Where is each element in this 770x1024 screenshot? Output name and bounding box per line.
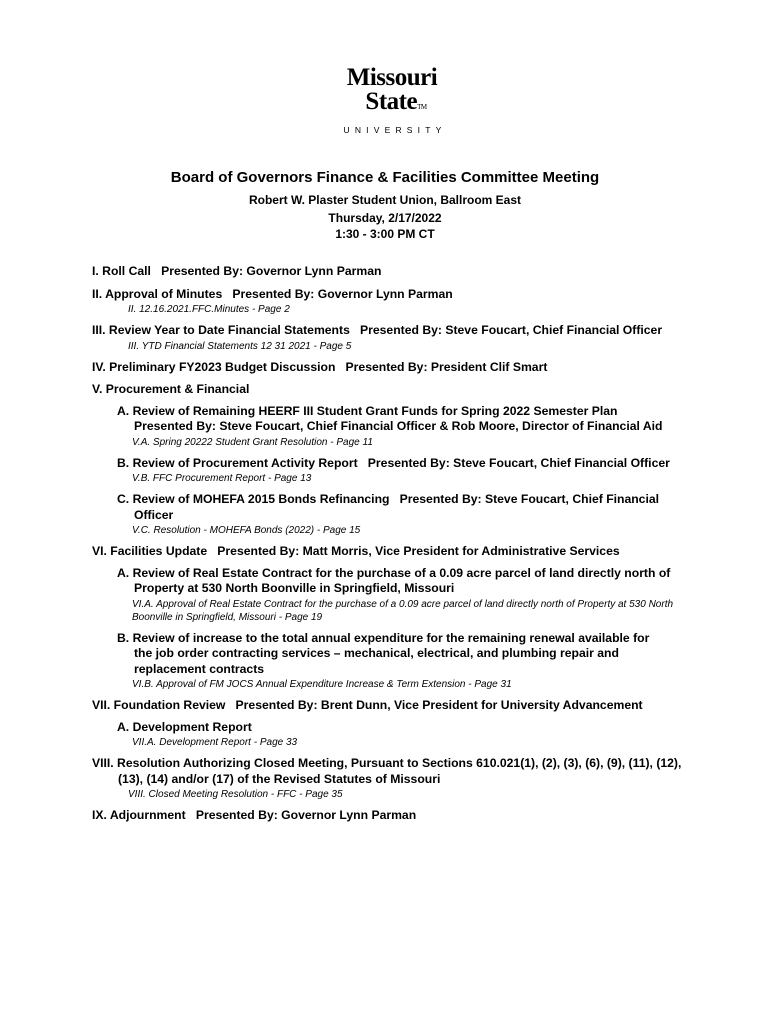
agenda-subitem-procurement-report: B. Review of Procurement Activity Report Presented By: Steve Foucart, Chief Financial Officer xyxy=(117,455,670,470)
logo-missouri: Missouri xyxy=(346,64,438,91)
agenda-item-adjournment: IX. Adjournment Presented By: Governor Lynn Parman xyxy=(92,808,417,822)
agenda xyxy=(92,264,712,824)
closed-meeting-line2: (13), (14) and/or (17) of the Revised Statutes of Missouri xyxy=(118,771,441,786)
real-estate-line1: A. Review of Real Estate Contract for the purchase of a 0.09 acre parcel of land directly north of xyxy=(117,565,671,580)
jocs-line2: the job order contracting services – mechanical, electrical, and plumbing repair and xyxy=(134,646,619,660)
agenda-subitem-jocs xyxy=(117,631,712,678)
mohefa-line1: C. Review of MOHEFA 2015 Bonds Refinancing Presented By: Steve Foucart, Chief Financial xyxy=(117,492,660,506)
heerf-line1: A. Review of Remaining HEERF III Student Grant Funds for Spring 2022 Semester Plan xyxy=(117,403,618,418)
jocs-line3: replacement contracts xyxy=(134,661,265,676)
meeting-date: Thursday, 2/17/2022 xyxy=(328,211,442,225)
jocs-line1: B. Review of increase to the total annual expenditure for the remaining renewal available for xyxy=(117,630,650,645)
agenda-item-financial-statements: III. Review Year to Date Financial Statements Presented By: Steve Foucart, Chief Financial Officer xyxy=(92,323,663,337)
attachment-closed-meeting[interactable]: VIII. Closed Meeting Resolution - FFC - Page 35 xyxy=(128,789,343,800)
meeting-title: Board of Governors Finance & Facilities Committee Meeting xyxy=(170,169,600,186)
attachment-minutes[interactable]: II. 12.16.2021.FFC.Minutes - Page 2 xyxy=(128,304,290,315)
attachment-ytd-statements[interactable]: III. YTD Financial Statements 12 31 2021 - Page 5 xyxy=(128,340,352,352)
attachment-grant-resolution[interactable]: V.A. Spring 20222 Student Grant Resolution - Page 11 xyxy=(132,436,373,448)
agenda-item-foundation: VII. Foundation Review Presented By: Brent Dunn, Vice President for University Advancement xyxy=(92,698,643,712)
logo-state xyxy=(22,90,770,119)
attachment-procurement-report[interactable]: V.B. FFC Procurement Report - Page 13 xyxy=(132,473,312,484)
attachment-real-estate[interactable] xyxy=(132,598,712,624)
agenda-subitem-heerf xyxy=(117,404,712,435)
agenda-item-roll-call: I. Roll Call Presented By: Governor Lynn Parman xyxy=(92,264,382,278)
logo-trademark: TM xyxy=(417,103,427,111)
logo-state-text: State xyxy=(365,88,418,115)
agenda-subitem-development: A. Development Report xyxy=(117,719,252,734)
attachment-mohefa-resolution[interactable]: V.C. Resolution - MOHEFA Bonds (2022) - Page 15 xyxy=(132,525,361,536)
mohefa-line2: Officer xyxy=(134,507,174,522)
agenda-item-procurement: V. Procurement & Financial xyxy=(92,382,250,396)
heerf-line2: Presented By: Steve Foucart, Chief Financial Officer & Rob Moore, Director of Financial Aid xyxy=(134,419,663,433)
real-estate-att-line2: Boonville in Springfield, Missouri - Page 19 xyxy=(132,611,323,623)
agenda-subitem-real-estate xyxy=(117,566,712,597)
meeting-header xyxy=(0,168,770,242)
agenda-subitem-mohefa xyxy=(117,492,712,523)
real-estate-att-line1: VI.A. Approval of Real Estate Contract for the purchase of a 0.09 acre parcel of land directly north of Property at 530 North xyxy=(132,598,674,610)
attachment-jocs[interactable]: VI.B. Approval of FM JOCS Annual Expenditure Increase & Term Extension - Page 31 xyxy=(132,679,512,690)
closed-meeting-line1: VIII. Resolution Authorizing Closed Meeting, Pursuant to Sections 610.021(1), (2), (3), (6), (9), (11), (12), xyxy=(92,756,682,770)
meeting-time: 1:30 - 3:00 PM CT xyxy=(335,227,435,241)
logo-university: UNIVERSITY xyxy=(343,125,447,135)
real-estate-line2: Property at 530 North Boonville in Springfield, Missouri xyxy=(134,581,455,595)
agenda-item-approval-minutes: II. Approval of Minutes Presented By: Governor Lynn Parman xyxy=(92,286,453,301)
agenda-item-budget-discussion: IV. Preliminary FY2023 Budget Discussion Presented By: President Clif Smart xyxy=(92,359,548,374)
attachment-development-report[interactable]: VII.A. Development Report - Page 33 xyxy=(132,737,298,748)
agenda-item-facilities: VI. Facilities Update Presented By: Matt Morris, Vice President for Administrative Services xyxy=(92,544,620,558)
agenda-item-closed-meeting xyxy=(92,756,712,787)
university-logo xyxy=(0,66,770,135)
meeting-location: Robert W. Plaster Student Union, Ballroom East xyxy=(248,193,522,207)
